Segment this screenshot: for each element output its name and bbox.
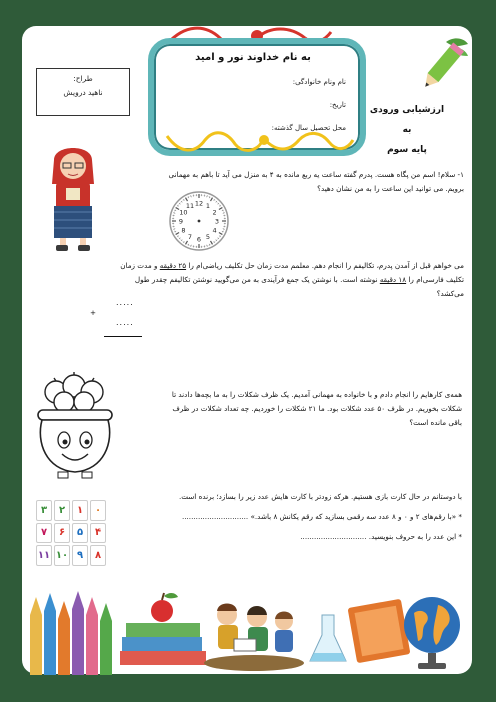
number-card: ۴: [90, 523, 106, 544]
question-2-line2-a: تکلیف فارسی‌ام را: [408, 275, 464, 284]
side-tab-left: [0, 318, 22, 376]
question-3-line3: باقی مانده است؟: [409, 418, 462, 427]
designer-box: [36, 68, 130, 116]
question-4-line3: * این عدد را به حروف بنویسید. .............................: [300, 532, 462, 541]
question-2: [44, 259, 464, 301]
clock-number: 11: [185, 201, 195, 210]
question-4-line2: * «با رقم‌های ۲ و ۰ و ۸ عدد سه رقمی بسازید که رقم یکانش ۸ باشد.» .............................: [181, 512, 462, 521]
clock-number: 12: [194, 199, 204, 208]
designer-label: طراح:: [73, 74, 93, 83]
grade-title-line2: پایه سوم: [387, 145, 427, 155]
question-1-number: ۱-: [457, 170, 464, 179]
children-reading-icon: [204, 604, 304, 672]
number-card: ۲: [54, 500, 70, 521]
clock-number: 5: [205, 233, 211, 242]
candy-pot-icon: [34, 372, 116, 482]
designer-name: ناهید درویش: [63, 88, 103, 97]
footer-illustration-icon: [22, 575, 472, 675]
clock-number: 7: [187, 233, 193, 242]
farsi-duration: ۱۸ دقیقه: [379, 275, 407, 284]
number-card: ۱۰: [54, 545, 70, 566]
math-duration: ۲۵ دقیقه: [159, 261, 187, 270]
clock-number: 6: [196, 235, 202, 244]
number-card: ۱: [72, 500, 88, 521]
number-cards-grid: [36, 500, 106, 566]
addend-2-blank[interactable]: .....: [116, 318, 134, 327]
plus-sign: +: [90, 308, 97, 317]
books-apple-icon: [120, 593, 206, 665]
clock-number: 8: [181, 226, 186, 235]
number-card: ۰: [90, 500, 106, 521]
question-3-line1: همه‌ی کارهایم را انجام دادم و با خانواده به مهمانی آمدیم. یک ظرف شکلات را به ما بچه‌ها دادند تا: [171, 390, 462, 399]
pencil-icon: [416, 34, 472, 96]
crayons-icon: [30, 591, 112, 675]
question-2-line3: می‌کشد؟: [436, 289, 464, 298]
question-2-line1-a: می خواهم قبل از آمدن پدرم، تکالیفم را انجام دهم. معلمم مدت زمان حل تکلیف ریاضی‌ام را: [188, 261, 464, 270]
flask-icon: [310, 615, 346, 661]
book-open-icon: [348, 599, 411, 664]
sum-line: [104, 336, 142, 337]
number-card: ۳: [36, 500, 52, 521]
clock-number: 4: [212, 226, 217, 235]
girl-illustration-icon: [42, 142, 104, 254]
grade-title-line1: ارزشیابی ورودی به: [369, 105, 445, 135]
clock-number: 9: [178, 217, 184, 226]
number-card: ۹: [72, 545, 88, 566]
addend-1-blank[interactable]: .....: [116, 298, 134, 307]
question-1-line2: برویم. می توانید این ساعت را به من نشان دهید؟: [317, 184, 464, 193]
question-3: [132, 388, 462, 430]
question-3-line2: شکلات بخوریم. در ظرف ۵۰ عدد شکلات بود. ما ۲۱ شکلات را خوردیم. چه تعداد شکلات در ظرف: [172, 404, 462, 413]
number-card: ۱۱: [36, 545, 52, 566]
number-card: ۵: [72, 523, 88, 544]
clock-number: 2: [212, 208, 217, 217]
number-card: ۸: [90, 545, 106, 566]
question-2-line2-b: نوشته است. با نوشتن یک جمع فرآیندی به من می‌گویید نوشتن تکالیفم چقدر طول: [134, 275, 378, 284]
question-2-line1-b: و مدت زمان: [120, 261, 158, 270]
name-field-label: نام ونام خانوادگی:: [292, 78, 346, 86]
number-card: ۷: [36, 523, 52, 544]
grade-title: [368, 100, 446, 160]
clock-number: 1: [205, 201, 211, 210]
date-field-label: تاریخ:: [329, 101, 346, 109]
header-title: به نام خداوند نور و امید: [195, 52, 311, 63]
globe-icon: [404, 597, 460, 669]
school-field-label: محل تحصیل سال گذشته:: [271, 124, 346, 132]
clock-number: 3: [214, 217, 220, 226]
number-card: ۶: [54, 523, 70, 544]
side-tab-right: [472, 180, 496, 248]
question-4: [122, 490, 462, 544]
question-1-line1: سلام! اسم من پگاه هست. پدرم گفته ساعت یه ربع مانده به ۴ به منزل می آید تا باهم به مهمانی: [168, 170, 456, 179]
clock-face-icon: [168, 190, 230, 252]
question-4-line1: با دوستانم در حال کارت بازی هستیم. هرکه زودتر با کارت هایش عدد زیر را بسازد؛ برنده است.: [178, 492, 462, 501]
clock-number: 10: [179, 208, 188, 217]
